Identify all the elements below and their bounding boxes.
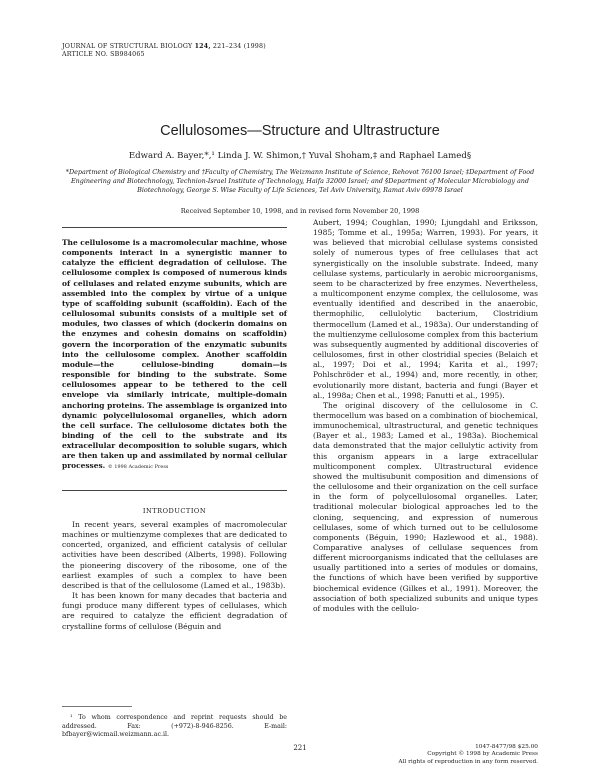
footnote: [62, 714, 287, 740]
article-title: Cellulosomes—Structure and Ultrastructure: [160, 123, 440, 139]
issn-price: 1047-8477/98 $25.00: [475, 744, 538, 750]
affiliations: *Department of Biological Chemistry and †Faculty of Chemistry, The Weizmann Institute of Science, Rehovot 76100 Israel; ‡Department of Food Engineering and Biotechnology, Technion-Israel Institute of Technology, Haifa 32000 Israel; and §Department of Molecular Microbiology and Biotechnology, George S. Wise Faculty of Life Sciences, Tel Aviv University, Ramat Aviv 69978 Israel: [65, 168, 535, 194]
body-paragraph: It has been known for many decades that bacteria and fungi produce many different types of cellulases, which are required to catalyze the efficient degradation of crystalline forms of cellulose (Béguin and: [62, 591, 287, 631]
rights-notice: All rights of reproduction in any form reserved.: [398, 758, 538, 765]
left-column-body: [62, 520, 287, 632]
author-list: Edward A. Bayer,*,¹ Linda J. W. Shimon,† Yuval Shoham,‡ and Raphael Lamed§: [128, 151, 472, 161]
journal-name: JOURNAL OF STRUCTURAL BIOLOGY: [62, 43, 193, 50]
footnote-rule: [62, 706, 132, 707]
section-heading-introduction: INTRODUCTION: [142, 507, 207, 515]
abstract-top-rule: [62, 227, 287, 228]
body-paragraph: The original discovery of the cellulosome in C. thermocellum was based on a combination of biochemical, immunochemical, ultrastructural, and genetic techniques (Bayer et al., 1983; Lamed et al., 1983a). Biochemical data demonstrated that the major cellulytic activity from this organism appears in a large extracellular multicomponent complex. Ultrastructural evidence showed the multisubunit composition and dimensions of the cellulosome and their organization on the cell surface in the form of polycellulosomal organelles. Later, traditional molecular biological approaches led to the cloning, sequencing, and expression of numerous cellulases, some of which turned out to be cellulosome components (Béguin, 1990; Hazlewood et al., 1988). Comparative analyses of cellulase sequences from different microorganisms indicated that the cellulases are usually partitioned into a series of modules or domains, the functions of which have been verified by supportive biochemical evidence (Gilkes et al., 1991). Moreover, the association of both specialized subunits and unique types of modules with the cellulo-: [313, 400, 538, 613]
abstract-bottom-rule: [62, 490, 287, 491]
right-column-body: [313, 218, 538, 614]
abstract: [62, 238, 287, 474]
publisher-info: [360, 744, 538, 766]
body-paragraph: In recent years, several examples of macromolecular machines or multienzyme complexes that are dedicated to concerted, organized, and efficient catalysis of cellular activities have been described (Alberts, 1998). Following the pioneering discovery of the ribosome, one of the earliest examples of such a complex to have been described is that of the cellulosome (Lamed et al., 1983b).: [62, 520, 287, 590]
publisher-copyright: Copyright © 1998 by Academic Press: [427, 751, 538, 758]
journal-volume: 124,: [194, 43, 211, 50]
page-number: 221: [293, 744, 307, 752]
abstract-text: The cellulosome is a macromolecular machine, whose components interact in a synergistic manner to catalyze the efficient degradation of cellulose. The cellulosome complex is composed of numerous kinds of cellulases and related enzyme subunits, which are assembled into the complex by virtue of a unique type of scaffolding subunit (scaffoldin). Each of the cellulosomal subunits consists of a multiple set of modules, two classes of which (dockerin domains on the enzymes and cohesin domains on scaffoldin) govern the incorporation of the enzymatic subunits into the cellulosome complex. Another scaffoldin module—the cellulose-binding domain—is responsible for binding to the substrate. Some cellulosomes appear to be tethered to the cell envelope via similarly intricate, multiple-domain anchoring proteins. The assemblage is organized into dynamic polycellulosomal organelles, which adorn the cell surface. The cellulosome dictates both the binding of the cell to the substrate and its extracellular decomposition to soluble sugars, which are then taken up and assimilated by normal cellular processes.: [62, 238, 287, 471]
article-number: ARTICLE NO. SB984065: [62, 51, 145, 58]
body-paragraph: Aubert, 1994; Coughlan, 1990; Ljungdahl and Eriksson, 1985; Tomme et al., 1995a; Warren, 1993). For years, it was believed that microbial cellulase systems consisted solely of numerous types of free cellulases that act synergistically on the insoluble substrate. Indeed, many cellulase systems, particularly in aerobic microorganisms, seem to be characterized by free enzymes. Nevertheless, a multicomponent enzyme complex, the cellulosome, was eventually identified and described in the anaerobic, thermophilic, cellulolytic bacterium, Clostridium thermocellum (Lamed et al., 1983a). Our understanding of the multienzyme cellulosome complex from this bacterium was subsequently augmented by additional discoveries of cellulosomes, first in other clostridial species (Belaich et al., 1997; Doi et al., 1994; Karita et al., 1997; Pohlschröder et al., 1994) and, more recently, in other, evolutionarily more distant, bacteria and fungi (Bayer et al., 1998a; Chen et al., 1998; Fanutti et al., 1995).: [313, 218, 538, 400]
journal-pages-year: 221–234 (1998): [212, 43, 266, 50]
journal-header: [62, 43, 266, 59]
received-dates: Received September 10, 1998, and in revised form November 20, 1998: [180, 207, 420, 215]
footnote-text: ¹ To whom correspondence and reprint requests should be addressed. Fax: (+972)-8-946-8256. E-mail: bfbayer@wicmail.weizmann.ac.il.: [62, 714, 287, 738]
abstract-copyright: © 1998 Academic Press: [107, 465, 169, 471]
